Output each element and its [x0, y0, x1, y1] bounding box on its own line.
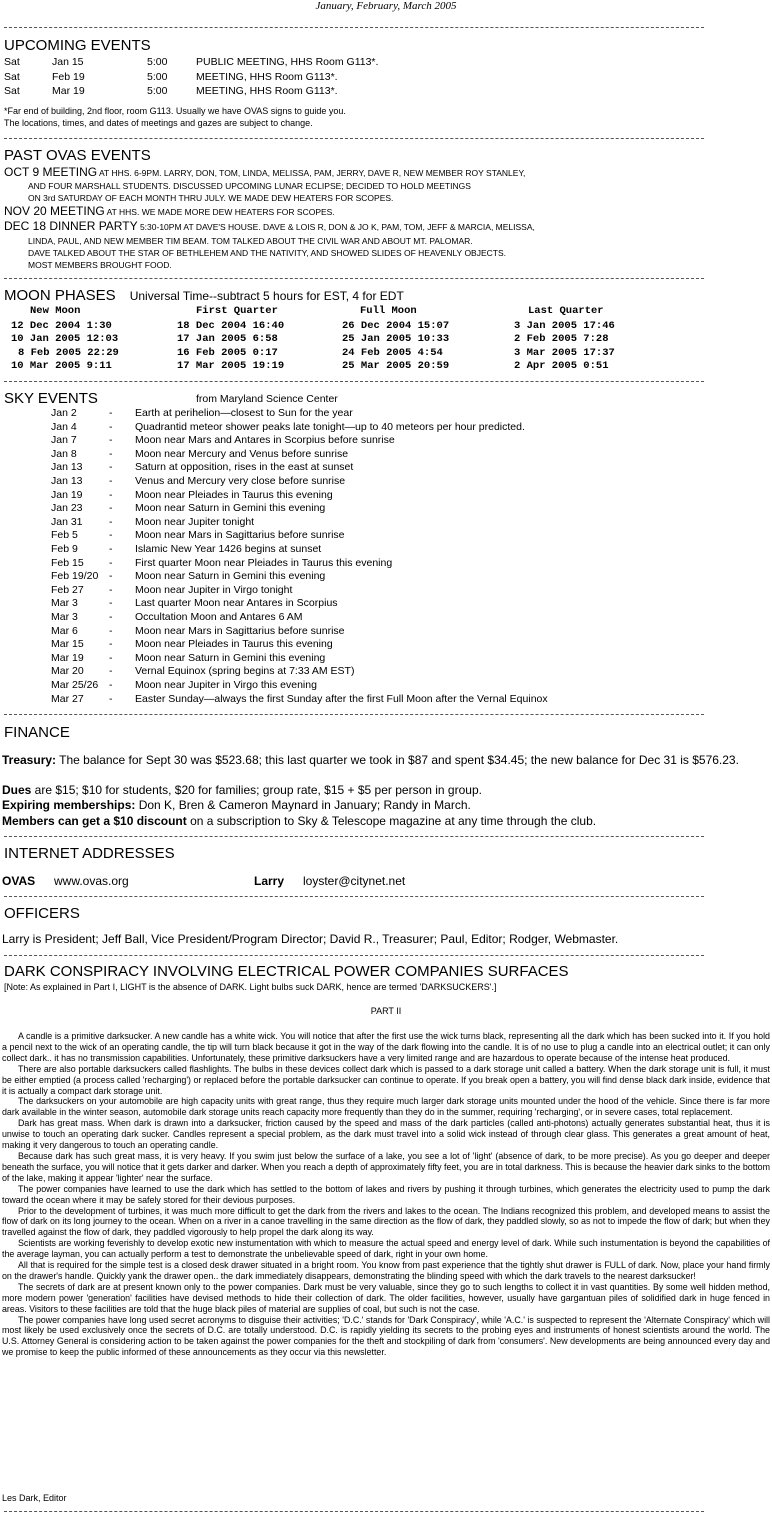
- sky-event-text: Moon near Saturn in Gemini this evening: [135, 570, 326, 583]
- sky-event-date: Mar 20: [51, 665, 84, 678]
- past-event-text: DAVE TALKED ABOUT THE STAR OF BETHLEHEM AND THE NATIVITY, AND SHOWED SLIDES OF HEAVENLY OBJECTS.: [28, 248, 507, 258]
- sky-event-text: Moon near Saturn in Gemini this evening: [135, 502, 326, 515]
- moon-column-header: Last Quarter: [528, 305, 604, 317]
- sky-event-separator: -: [109, 434, 113, 447]
- sky-event-text: Last quarter Moon near Antares in Scorpius: [135, 597, 338, 610]
- upcoming-events-heading: UPCOMING EVENTS: [4, 37, 151, 54]
- sky-event-separator: -: [109, 692, 113, 705]
- larry-email-link[interactable]: loyster@citynet.net: [303, 874, 406, 888]
- sky-event-separator: -: [109, 583, 113, 596]
- divider: [4, 896, 704, 897]
- moon-phases-subtitle: Universal Time--subtract 5 hours for EST, 4 for EDT: [129, 289, 404, 303]
- sky-event-text: Easter Sunday—always the first Sunday after the first Full Moon after the Vernal Equinox: [135, 692, 548, 705]
- sky-event-separator: -: [109, 475, 113, 487]
- sky-event-date: Jan 31: [51, 515, 83, 528]
- sky-events-source: from Maryland Science Center: [196, 393, 338, 405]
- sky-event-date: Feb 9: [51, 543, 78, 555]
- sky-event-text: Quadrantid meteor shower peaks late tonight—up to 40 meteors per hour predicted.: [135, 420, 525, 433]
- sky-event-separator: -: [109, 611, 113, 623]
- issue-date: January, February, March 2005: [315, 0, 457, 12]
- moon-cell: 8 Feb 2005 22:29: [18, 347, 119, 359]
- sky-event-text: Moon near Mars and Antares in Scorpius before sunrise: [135, 434, 395, 447]
- article-paragraph: Prior to the development of turbines, it was much more difficult to get the dark from the rivers and lakes to the ocean. The Indians recognized this problem, and developed means to assist the flow of dark on its long journey to the ocean. When on a river in a canoe travelling in the same direction as the flow of dark, they paddled slowly, so as not to impede the flow of dark; but when they travelled against the flow of dark, they paddled vigorously to help propel the dark along its way.: [2, 1205, 770, 1238]
- past-event-text: AT HHS. WE MADE MORE DEW HEATERS FOR SCOPES.: [104, 207, 335, 217]
- divider: [4, 138, 704, 139]
- sky-event-date: Jan 19: [51, 488, 83, 501]
- past-event-text: MOST MEMBERS BROUGHT FOOD.: [28, 260, 172, 270]
- sky-event-date: Feb 27: [51, 583, 84, 596]
- moon-cell: 16 Feb 2005 0:17: [177, 347, 278, 359]
- sky-events-heading: SKY EVENTS: [4, 390, 98, 407]
- moon-phases-heading: [4, 287, 404, 305]
- upcoming-date: Feb 19: [52, 71, 85, 83]
- article-paragraph: Dark has great mass. When dark is drawn into a darksucker, friction caused by the speed and mass of the dark particles (called anti-photons) actually generates substantial heat, thus it is unwise to touch an operating dark sucker. Candles represent a special problem, as the dark must travel into a solid wick instead of through clear glass. This generates a great amount of heat, making it very dangerous to touch an operating candle.: [2, 1118, 770, 1151]
- ovas-url-link[interactable]: www.ovas.org: [54, 874, 129, 888]
- officers-text: Larry is President; Jeff Ball, Vice President/Program Director; David R., Treasurer; Paul, Editor; Rodger, Webmaster.: [2, 932, 619, 946]
- past-event-title: DEC 18 DINNER PARTY: [4, 219, 138, 233]
- upcoming-time: 5:00: [147, 71, 168, 83]
- dues-text: are $15; $10 for students, $20 for families; group rate, $15 + $5 per person in group.: [31, 783, 482, 797]
- article-paragraph: All that is required for the simple test is a closed desk drawer situated in a bright room. You know from past experience that the tightly shut drawer is FULL of dark. Now, place your hand firmly on the drawer's handle. Quickly yank the drawer open.. the dark immediately disappears, demonstrating the blinding speed with which the dark travels to the nearest darksucker!: [2, 1260, 770, 1281]
- moon-column-header: Full Moon: [360, 305, 417, 317]
- sky-event-date: Jan 4: [51, 420, 77, 433]
- upcoming-event: MEETING, HHS Room G113*.: [196, 71, 338, 83]
- moon-cell: 18 Dec 2004 16:40: [177, 320, 285, 332]
- article-paragraph: The power companies have learned to use the dark which has settled to the bottom of lakes and rivers by pushing it through turbines, which generates the electricity used to pump the dark toward the ocean where it may be safely stored for their devious purposes.: [2, 1183, 770, 1205]
- sky-event-text: Moon near Mercury and Venus before sunrise: [135, 447, 349, 460]
- moon-cell: 10 Jan 2005 12:03: [11, 333, 119, 345]
- moon-cell: 10 Mar 2005 9:11: [11, 360, 112, 372]
- sky-event-date: Jan 23: [51, 502, 83, 515]
- treasury-paragraph: [2, 753, 768, 767]
- past-event-oct: [4, 166, 525, 180]
- sky-event-date: Jan 13: [51, 461, 83, 474]
- sky-event-date: Mar 6: [51, 624, 78, 637]
- sky-event-date: Mar 27: [51, 692, 84, 705]
- upcoming-time: 5:00: [147, 56, 168, 68]
- officers-heading: OFFICERS: [4, 905, 80, 922]
- moon-cell: 3 Jan 2005 17:46: [514, 320, 615, 332]
- sky-event-date: Jan 7: [51, 434, 77, 447]
- upcoming-day: Sat: [4, 85, 20, 97]
- past-event-text: LINDA, PAUL, AND NEW MEMBER TIM BEAM. TOM TALKED ABOUT THE CIVIL WAR AND ABOUT MT. PALOMAR.: [28, 236, 473, 246]
- sky-event-text: Earth at perihelion—closest to Sun for the year: [135, 407, 353, 419]
- moon-cell: 12 Dec 2004 1:30: [11, 320, 112, 332]
- sky-event-date: Mar 19: [51, 651, 84, 664]
- sky-event-date: Feb 19/20: [51, 570, 99, 583]
- past-event-text: AT HHS. 6-9PM. LARRY, DON, TOM, LINDA, MELISSA, PAM, JERRY, DAVE R, NEW MEMBER ROY STANLEY,: [97, 168, 526, 178]
- upcoming-day: Sat: [4, 71, 20, 83]
- article-paragraph: The secrets of dark are at present known only to the power companies. Dark must be very valuable, since they go to such lengths to collect it in vast quantities. By some well hidden method, more modern power 'generation' facilities have devised methods to hide their collection of dark. The older facilities, however, usually have gargantuan piles of solidified dark in huge fenced in areas. Visitors to these facilities are told that the huge black piles of material are supplies of coal, but such is not the case.: [2, 1281, 770, 1314]
- sky-event-separator: -: [109, 461, 113, 474]
- past-event-dec: [4, 220, 535, 234]
- upcoming-day: Sat: [4, 56, 20, 68]
- divider: [4, 1511, 704, 1512]
- expiring-text: Don K, Bren & Cameron Maynard in January; Randy in March.: [135, 798, 471, 812]
- sky-event-date: Mar 3: [51, 611, 78, 623]
- article-paragraph: There are also portable darksuckers called flashlights. The bulbs in these devices collect dark which is passed to a dark storage unit called a battery. When the dark storage unit is full, it must be either emptied (a process called 'recharging') or replaced before the portable darksucker can continue to operate. If you break open a battery, you will find dense black dark inside, evidence that it is actually a compact dark storage unit.: [2, 1063, 770, 1096]
- moon-cell: 17 Mar 2005 19:19: [177, 360, 285, 372]
- upcoming-event: MEETING, HHS Room G113*.: [196, 85, 338, 97]
- sky-event-separator: -: [109, 556, 113, 569]
- sky-event-date: Mar 25/26: [51, 679, 99, 691]
- sky-event-text: First quarter Moon near Pleiades in Taurus this evening: [135, 556, 393, 569]
- moon-cell: 3 Mar 2005 17:37: [514, 347, 615, 359]
- past-event-nov: [4, 205, 335, 219]
- upcoming-note: The locations, times, and dates of meetings and gazes are subject to change.: [4, 118, 313, 128]
- upcoming-note: *Far end of building, 2nd floor, room G113. Usually we have OVAS signs to guide you.: [4, 106, 346, 116]
- past-event-title: NOV 20 MEETING: [4, 204, 105, 218]
- upcoming-time: 5:00: [147, 85, 168, 97]
- sky-event-separator: -: [109, 543, 113, 555]
- sky-event-text: Moon near Jupiter tonight: [135, 515, 255, 528]
- divider: [4, 714, 704, 715]
- sky-event-text: Moon near Pleiades in Taurus this evening: [135, 488, 333, 501]
- moon-cell: 2 Feb 2005 7:28: [514, 333, 609, 345]
- sky-event-separator: -: [109, 597, 113, 610]
- sky-event-separator: -: [109, 665, 113, 678]
- expiring-paragraph: [2, 798, 768, 812]
- sky-event-separator: -: [109, 679, 113, 691]
- article-paragraph: The power companies have long used secret acronyms to disguise their activities; 'D.C.' stands for 'Dark Conspiracy', while 'A.C.' is suspected to represent the 'Alternate Conspiracy' which will most likely be used exclusively once the secrets of D.C. are totally understood. D.C. is rapidly yielding its secrets to the probing eyes and instruments of honest scientists around the world. The U.S. Attorney General is considering action to be taken against the power companies for the theft and stockpiling of dark from 'consumers'. New developments are being announced every day and we promise to keep the public informed of these announcements as they occur via this newsletter.: [2, 1314, 770, 1358]
- sky-event-separator: -: [109, 447, 113, 460]
- article-note: [Note: As explained in Part I, LIGHT is the absence of DARK. Light bulbs suck DARK, hence are termed 'DARKSUCKERS'.]: [4, 982, 497, 992]
- dues-paragraph: [2, 783, 768, 797]
- sky-event-separator: -: [109, 488, 113, 501]
- divider: [4, 381, 704, 382]
- article-signature: Les Dark, Editor: [2, 1493, 67, 1503]
- sky-event-text: Moon near Mars in Sagittarius before sunrise: [135, 529, 345, 542]
- moon-column-header: First Quarter: [196, 305, 278, 317]
- sky-event-text: Occultation Moon and Antares 6 AM: [135, 611, 303, 623]
- sky-event-text: Moon near Jupiter in Virgo this evening: [135, 679, 317, 691]
- divider: [4, 836, 704, 837]
- sky-event-text: Saturn at opposition, rises in the east at sunset: [135, 461, 354, 474]
- sky-event-separator: -: [109, 624, 113, 637]
- moon-column-header: New Moon: [30, 305, 81, 317]
- sky-event-separator: -: [109, 502, 113, 515]
- moon-cell: 24 Feb 2005 4:54: [342, 347, 443, 359]
- sky-event-date: Jan 8: [51, 447, 77, 460]
- article-paragraph: The darksuckers on your automobile are high capacity units with great range, thus they require much larger dark storage units mounted under the hood of the vehicle. Since there is far more dark available in the winter season, automobile dark storage units reach capacity more frequently than they do in the summer, requiring 'recharging', or in severe cases, total replacement.: [2, 1096, 770, 1118]
- sky-event-date: Mar 15: [51, 638, 84, 651]
- sky-event-separator: -: [109, 529, 113, 542]
- ovas-label: OVAS: [2, 874, 36, 888]
- moon-cell: 25 Mar 2005 20:59: [342, 360, 450, 372]
- divider: [4, 955, 704, 956]
- sky-event-text: Moon near Mars in Sagittarius before sunrise: [135, 624, 345, 637]
- past-event-text: AND FOUR MARSHALL STUDENTS. DISCUSSED UPCOMING LUNAR ECLIPSE; DECIDED TO HOLD MEETINGS: [28, 181, 471, 191]
- upcoming-event: PUBLIC MEETING, HHS Room G113*.: [196, 56, 379, 68]
- article-body: [2, 1031, 770, 1358]
- moon-cell: 2 Apr 2005 0:51: [514, 360, 609, 372]
- moon-cell: 25 Jan 2005 10:33: [342, 333, 450, 345]
- sky-event-text: Moon near Pleiades in Taurus this evening: [135, 638, 333, 651]
- sky-event-separator: -: [109, 515, 113, 528]
- discount-label: Members can get a $10 discount: [2, 814, 187, 828]
- dues-label: Dues: [2, 783, 32, 797]
- article-paragraph: A candle is a primitive darksucker. A new candle has a white wick. You will notice that after the first use the wick turns black, representing all the dark which has been sucked into it. If you hold a pencil next to the wick of an operating candle, the tip will turn black because it got in the way of the dark flowing into the candle. It is of no use to plug a candle into an electrical outlet; it can only collect dark.. it has no transmission capabilities. Unfortunately, these primitive darksuckers have a very limited range and are hazardous to operate because of the intense heat produced.: [2, 1031, 770, 1063]
- sky-event-separator: -: [109, 570, 113, 583]
- discount-text: on a subscription to Sky & Telescope magazine at any time through the club.: [186, 814, 597, 828]
- finance-heading: FINANCE: [4, 724, 70, 741]
- moon-cell: 26 Dec 2004 15:07: [342, 320, 450, 332]
- treasury-text: The balance for Sept 30 was $523.68; this last quarter we took in $87 and spent $34.45; the new balance for Dec 31 is $576.23.: [56, 753, 739, 767]
- sky-event-separator: -: [109, 651, 113, 664]
- internet-heading: INTERNET ADDRESSES: [4, 845, 175, 862]
- larry-label: Larry: [254, 874, 285, 888]
- divider: [4, 27, 704, 28]
- article-paragraph: Scientists are working feverishly to develop exotic new instumentation with which to measure the actual speed and energy level of dark. While such instumentation is beyond the capabilities of the average layman, you can actually perform a test to demonstrate the unbelievable speed of dark, right in your own home.: [2, 1238, 770, 1260]
- article-heading: DARK CONSPIRACY INVOLVING ELECTRICAL POWER COMPANIES SURFACES: [4, 963, 569, 980]
- past-event-text: ON 3rd SATURDAY OF EACH MONTH THRU JULY. WE MADE DEW HEATERS FOR SCOPES.: [28, 193, 394, 203]
- past-event-title: OCT 9 MEETING: [4, 165, 98, 179]
- sky-event-text: Moon near Jupiter in Virgo tonight: [135, 583, 293, 596]
- sky-event-date: Jan 2: [51, 407, 77, 419]
- moon-phases-title: MOON PHASES: [4, 287, 116, 304]
- treasury-label: Treasury:: [2, 753, 57, 767]
- sky-event-text: Moon near Saturn in Gemini this evening: [135, 651, 326, 664]
- discount-paragraph: [2, 814, 768, 828]
- past-events-heading: PAST OVAS EVENTS: [4, 147, 151, 164]
- sky-event-separator: -: [109, 420, 113, 433]
- moon-cell: 17 Jan 2005 6:58: [177, 333, 278, 345]
- sky-event-date: Jan 13: [51, 475, 83, 487]
- sky-event-date: Mar 3: [51, 597, 78, 610]
- sky-event-separator: -: [109, 638, 113, 651]
- expiring-label: Expiring memberships:: [2, 798, 136, 812]
- sky-event-separator: -: [109, 407, 113, 419]
- sky-event-text: Islamic New Year 1426 begins at sunset: [135, 543, 322, 555]
- article-paragraph: Because dark has such great mass, it is very heavy. If you swim just below the surface of a lake, you see a lot of 'light' (absence of dark, to be more precise). As you go deeper and deeper beneath the surface, you will notice that it gets darker and darker. When you reach a depth of approximately fifty feet, you are in total darkness. This is because the heavier dark sinks to the bottom of the lake, making it appear 'lighter' near the surface.: [2, 1150, 770, 1183]
- sky-event-date: Feb 5: [51, 529, 78, 542]
- article-part: PART II: [370, 1006, 402, 1016]
- upcoming-date: Mar 19: [52, 85, 85, 97]
- sky-event-text: Venus and Mercury very close before sunrise: [135, 475, 346, 487]
- past-event-text: 5:30-10PM AT DAVE'S HOUSE. DAVE & LOIS R, DON & JO K, PAM, TOM, JEFF & MARCIA, MELISSA,: [137, 222, 535, 232]
- sky-event-text: Vernal Equinox (spring begins at 7:33 AM EST): [135, 665, 355, 678]
- upcoming-date: Jan 15: [52, 56, 84, 68]
- divider: [4, 278, 704, 279]
- sky-event-date: Feb 15: [51, 556, 84, 569]
